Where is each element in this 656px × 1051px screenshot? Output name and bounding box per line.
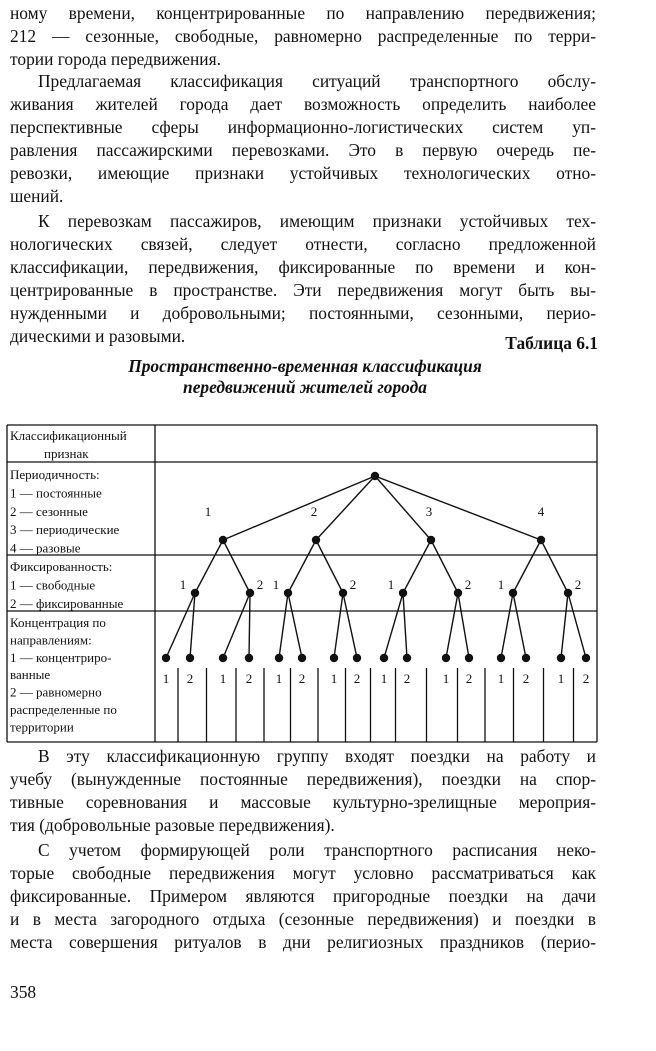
tree-leaf-node (497, 654, 505, 662)
tree-edge (288, 540, 316, 593)
tree-node-level-2 (191, 589, 199, 597)
text-line: нологических связей, следует отнести, согласно предложенной (10, 234, 596, 255)
fixedness-label: 1 — свободные (10, 577, 96, 593)
fixedness-label: Фиксированность: (10, 559, 113, 574)
level-2-label: 1 (179, 577, 187, 592)
level-2-label: 2 (574, 577, 582, 592)
tree-edge (446, 593, 458, 658)
tree-leaf-node (353, 654, 361, 662)
text-line: места совершения ритуалов в дни религиозных праздников (перио- (10, 932, 596, 953)
periodicity-label: 3 — периодические (10, 522, 120, 538)
text-line: тории города передвижения. (10, 49, 221, 70)
level-3-label: 1 (275, 671, 283, 686)
level-1-label: 4 (537, 504, 545, 519)
level-3-label: 2 (403, 671, 411, 686)
tree-node-level-2 (399, 589, 407, 597)
tree-node-level-2 (284, 589, 292, 597)
level-1-label: 1 (204, 504, 212, 519)
level-2-label: 2 (349, 577, 357, 592)
tree-node-level-1 (537, 536, 545, 544)
text-line: живания жителей города дает возможность определить наиболее (10, 94, 596, 115)
tree-edge (249, 593, 250, 658)
level-2-label: 1 (387, 577, 395, 592)
tree-edge (501, 593, 513, 658)
level-2-label: 1 (272, 577, 280, 592)
concentration-label: территории (10, 719, 74, 735)
tree-leaf-node (403, 654, 411, 662)
tree-leaf-node (330, 654, 338, 662)
tree-node-level-2 (339, 589, 347, 597)
level-3-label: 1 (442, 671, 450, 686)
text-line: шений. (10, 186, 64, 207)
level-3-label: 2 (186, 671, 194, 686)
tree-root-node (371, 472, 379, 480)
tree-node-level-1 (312, 536, 320, 544)
tree-leaf-node (186, 654, 194, 662)
level-3-label: 2 (353, 671, 361, 686)
text-line: классификации, передвижения, фиксированные по времени и кон- (10, 257, 596, 278)
level-3-label: 2 (522, 671, 530, 686)
tree-edge (375, 476, 431, 540)
tree-leaf-node (582, 654, 590, 662)
concentration-label: распределенные по (10, 702, 117, 717)
tree-leaf-node (522, 654, 530, 662)
tree-node-level-2 (564, 589, 572, 597)
tree-edge (384, 593, 403, 658)
text-line: Предлагаемая классификация ситуаций транспортного обслу- (38, 71, 596, 91)
table-title-line-2: передвижений жителей города (183, 377, 427, 397)
tree-edge (513, 540, 541, 593)
tree-edge (513, 593, 526, 658)
concentration-label: Концентрация по (10, 615, 106, 630)
tree-node-level-1 (219, 536, 227, 544)
tree-leaf-node (219, 654, 227, 662)
page-number: 358 (10, 982, 37, 1002)
level-3-label: 1 (330, 671, 338, 686)
tree-edge (316, 540, 343, 593)
periodicity-label: 4 — разовые (10, 540, 81, 556)
level-3-label: 1 (162, 671, 170, 686)
tree-node-level-2 (454, 589, 462, 597)
text-line: нужденными и добровольными; постоянными, сезонными, перио- (10, 303, 596, 324)
tree-edge (431, 540, 458, 593)
text-line: перспективные сферы информационно-логистических систем уп- (10, 117, 596, 138)
concentration-label: направлениям: (10, 632, 92, 648)
text-line: ному времени, концентрированные по направлению передвижения; (10, 3, 596, 23)
level-3-label: 1 (380, 671, 388, 686)
paragraph-3 (10, 745, 596, 837)
tree-leaf-node (557, 654, 565, 662)
level-2-label: 1 (497, 577, 505, 592)
text-line: тия (добровольные разовые передвижения). (10, 815, 335, 836)
level-3-label: 1 (557, 671, 565, 686)
tree-node-level-2 (509, 589, 517, 597)
level-3-label: 2 (245, 671, 253, 686)
tree-node-level-2 (246, 589, 254, 597)
periodicity-label: 1 — постоянные (10, 485, 102, 501)
tree-leaf-node (275, 654, 283, 662)
concentration-label: 2 — равномерно (10, 684, 102, 700)
tree-edge (541, 540, 568, 593)
tree-leaf-node (442, 654, 450, 662)
tree-edge (561, 593, 568, 658)
paragraph-4 (10, 839, 596, 954)
text-line: дическими и разовыми. (10, 326, 186, 347)
tree-edge (568, 593, 586, 658)
text-line: К перевозкам пассажиров, имеющим признаки устойчивых тех- (38, 211, 596, 231)
level-1-label: 3 (425, 504, 433, 519)
text-line: центрированные в пространстве. Эти передвижения могут быть вы- (10, 280, 596, 301)
periodicity-label: 2 — сезонные (10, 503, 88, 519)
text-line: равления пассажирскими перевозками. Это в первую очередь пе- (10, 140, 596, 161)
tree-edge (223, 593, 250, 658)
tree-leaf-node (298, 654, 306, 662)
tree-edge (279, 593, 288, 658)
text-line: 212 — сезонные, свободные, равномерно распределенные по терри- (10, 26, 596, 47)
tree-edge (223, 476, 375, 540)
tree-edge (403, 540, 431, 593)
tree-leaf-node (380, 654, 388, 662)
level-3-label: 1 (219, 671, 227, 686)
level-3-label: 2 (298, 671, 306, 686)
table-number: Таблица 6.1 (505, 333, 598, 353)
tree-edge (223, 540, 250, 593)
table-header-label: Классификационный (10, 428, 127, 443)
tree-edge (458, 593, 469, 658)
text-line: С учетом формирующей роли транспортного расписания неко- (38, 840, 596, 860)
text-line: торые свободные передвижения могут условно рассматриваться как (10, 863, 596, 884)
tree-edge (403, 593, 407, 658)
level-3-label: 1 (497, 671, 505, 686)
text-line: тивные соревнования и массовые культурно-зрелищные мероприя- (10, 792, 596, 813)
periodicity-label: Периодичность: (10, 467, 100, 482)
tree-edge (334, 593, 343, 658)
text-line: ревозки, имеющие признаки устойчивых технологических отно- (10, 163, 596, 184)
tree-edge (195, 540, 223, 593)
text-line: В эту классификационную группу входят поездки на работу и (38, 746, 596, 766)
text-line: фиксированные. Примером являются пригородные поездки на дачи (10, 886, 596, 907)
concentration-label: 1 — концентриро- (10, 649, 112, 665)
level-1-label: 2 (310, 504, 318, 519)
tree-node-level-1 (427, 536, 435, 544)
level-2-label: 2 (256, 577, 264, 592)
tree-leaf-node (245, 654, 253, 662)
tree-edge (343, 593, 357, 658)
concentration-label: ванные (10, 667, 51, 683)
table-title-line-1: Пространственно-временная классификация (128, 356, 482, 376)
table-header-label: признак (44, 446, 89, 461)
tree-leaf-node (162, 654, 170, 662)
text-line: и в места загородного отдыха (сезонные передвижения) и поездки в (10, 909, 596, 930)
tree-edge (288, 593, 302, 658)
tree-leaf-node (465, 654, 473, 662)
fixedness-label: 2 — фиксированные (10, 595, 124, 611)
tree-edge (316, 476, 375, 540)
level-3-label: 2 (465, 671, 473, 686)
text-line: учебу (вынужденные постоянные передвижения), поездки на спор- (10, 769, 596, 790)
level-2-label: 2 (464, 577, 472, 592)
tree-edge (375, 476, 541, 540)
level-3-label: 2 (582, 671, 590, 686)
